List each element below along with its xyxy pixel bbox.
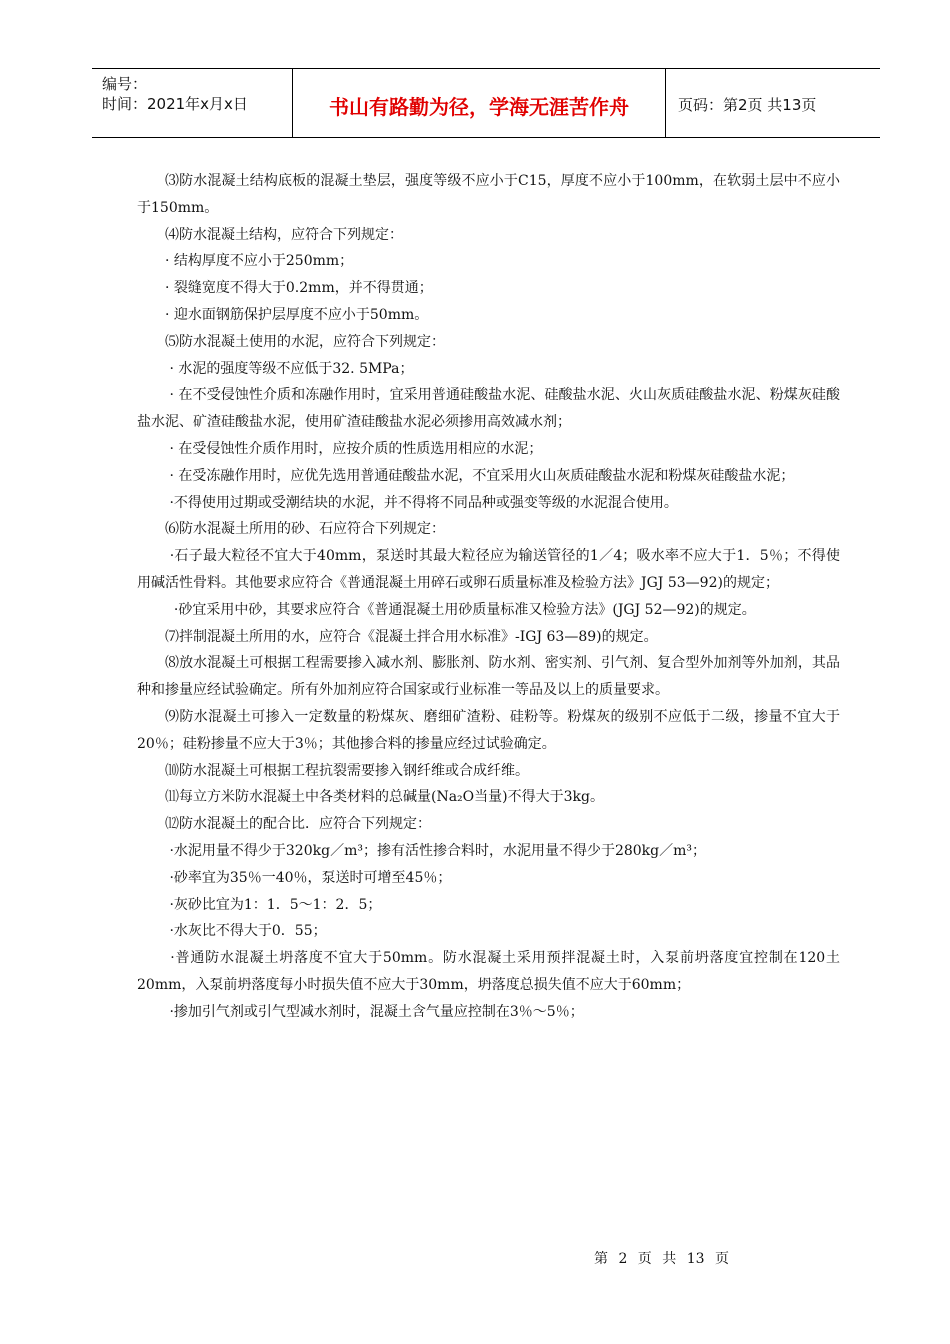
paragraph-12: ⑿防水混凝土的配合比．应符合下列规定： [165,816,431,833]
paragraph-4: ⑷防水混凝土结构，应符合下列规定： [165,226,403,243]
paragraph-5: ⑸防水混凝土使用的水泥，应符合下列规定： [165,333,445,350]
list-item: ·不得使用过期或受潮结块的水泥，并不得将不同品种或强变等级的水泥混合使用。 [165,494,678,511]
list-item: · 裂缝宽度不得大于0.2mm，并不得贯通； [165,280,433,297]
list-item: · 在不受侵蚀性介质和冻融作用时，宜采用普通硅酸盐水泥、硅酸盐水泥、火山灰质硅酸盐水泥、粉煤灰硅酸盐水泥、矿渣硅酸盐水泥，使用矿渣硅酸盐水泥必须掺用高效减水剂； [137,387,840,431]
paragraph-8: ⑻放水混凝土可根据工程需要掺入减水剂、膨胀剂、防水剂、密实剂、引气剂、复合型外加剂等外加剂，其品种和掺量应经试验确定。所有外加剂应符合国家或行业标准一等品及以上的质量要求。 [137,655,840,699]
paragraph-3: ⑶防水混凝土结构底板的混凝土垫层，强度等级不应小于C15，厚度不应小于100mm，在软弱土层中不应小于150mm。 [137,173,840,216]
paragraph-10: ⑽防水混凝土可根据工程抗裂需要掺入钢纤维或合成纤维。 [165,762,529,779]
number-label: 编号： [102,75,148,93]
paragraph-9: ⑼防水混凝土可掺入一定数量的粉煤灰、磨细矿渣粉、硅粉等。粉煤灰的级别不应低于二级，掺量不宜大于20％；硅粉掺量不应大于3％；其他掺合料的掺量应经过试验确定。 [137,708,840,752]
paragraph-7: ⑺拌制混凝土所用的水，应符合《混凝土拌合用水标准》-IGJ 63—89)的规定。 [165,628,658,645]
list-item: ·石子最大粒径不宜大于40mm，泵送时其最大粒径应为输送管径的1／4；吸水率不应大于1．5％；不得使用碱活性骨料。其他要求应符合《普通混凝土用碎石或卵石质量标准及检验方法》JGJ 53—92)的规定； [137,548,840,591]
list-item: ·砂率宜为35％一40％，泵送时可增至45％； [165,869,452,886]
list-item: ·掺加引气剂或引气型减水剂时，混凝土含气量应控制在3％～5％； [165,1003,584,1020]
list-item: · 在受冻融作用时，应优先选用普通硅酸盐水泥，不宜采用火山灰质硅酸盐水泥和粉煤灰硅酸盐水泥； [165,467,795,484]
list-item: · 水泥的强度等级不应低于32. 5MPa； [165,360,414,377]
paragraph-6: ⑹防水混凝土所用的砂、石应符合下列规定： [165,521,445,538]
list-item: ·水泥用量不得少于320kg／m³；掺有活性掺合料时，水泥用量不得少于280kg／m³； [165,842,707,859]
list-item: ·普通防水混凝土坍落度不宜大于50mm。防水混凝土采用预拌混凝土时，入泵前坍落度宜控制在120土20mm，入泵前坍落度每小时损失值不应大于30mm，坍落度总损失值不应大于60mm； [137,950,840,993]
list-item: ·砂宜采用中砂，其要求应符合《普通混凝土用砂质量标准又检验方法》(JGJ 52—92)的规定。 [165,601,756,618]
header-right-cell [666,69,880,137]
header-middle-cell [293,69,666,137]
paragraph-11: ⑾每立方米防水混凝土中各类材料的总碱量(Na₂O当量)不得大于3kg。 [165,789,604,806]
list-item: · 结构厚度不应小于250mm； [165,253,354,270]
list-item: ·灰砂比宜为1：1．5～1：2．5； [165,896,382,913]
list-item: ·水灰比不得大于0．55； [165,923,327,940]
header-left-cell [92,69,293,137]
list-item: · 迎水面钢筋保护层厚度不应小于50mm。 [165,306,429,323]
page-footer: 第 2 页 共 13 页 [594,1251,729,1267]
header-motto: 书山有路勤为径，学海无涯苦作舟 [329,95,629,119]
header-page-info: 页码：第2页 共13页 [678,96,817,114]
document-body [137,168,840,1026]
list-item: · 在受侵蚀性介质作用时，应按介质的性质选用相应的水泥； [165,440,543,457]
page-header [92,68,880,138]
time-label: 时间：2021年x月x日 [102,95,248,113]
